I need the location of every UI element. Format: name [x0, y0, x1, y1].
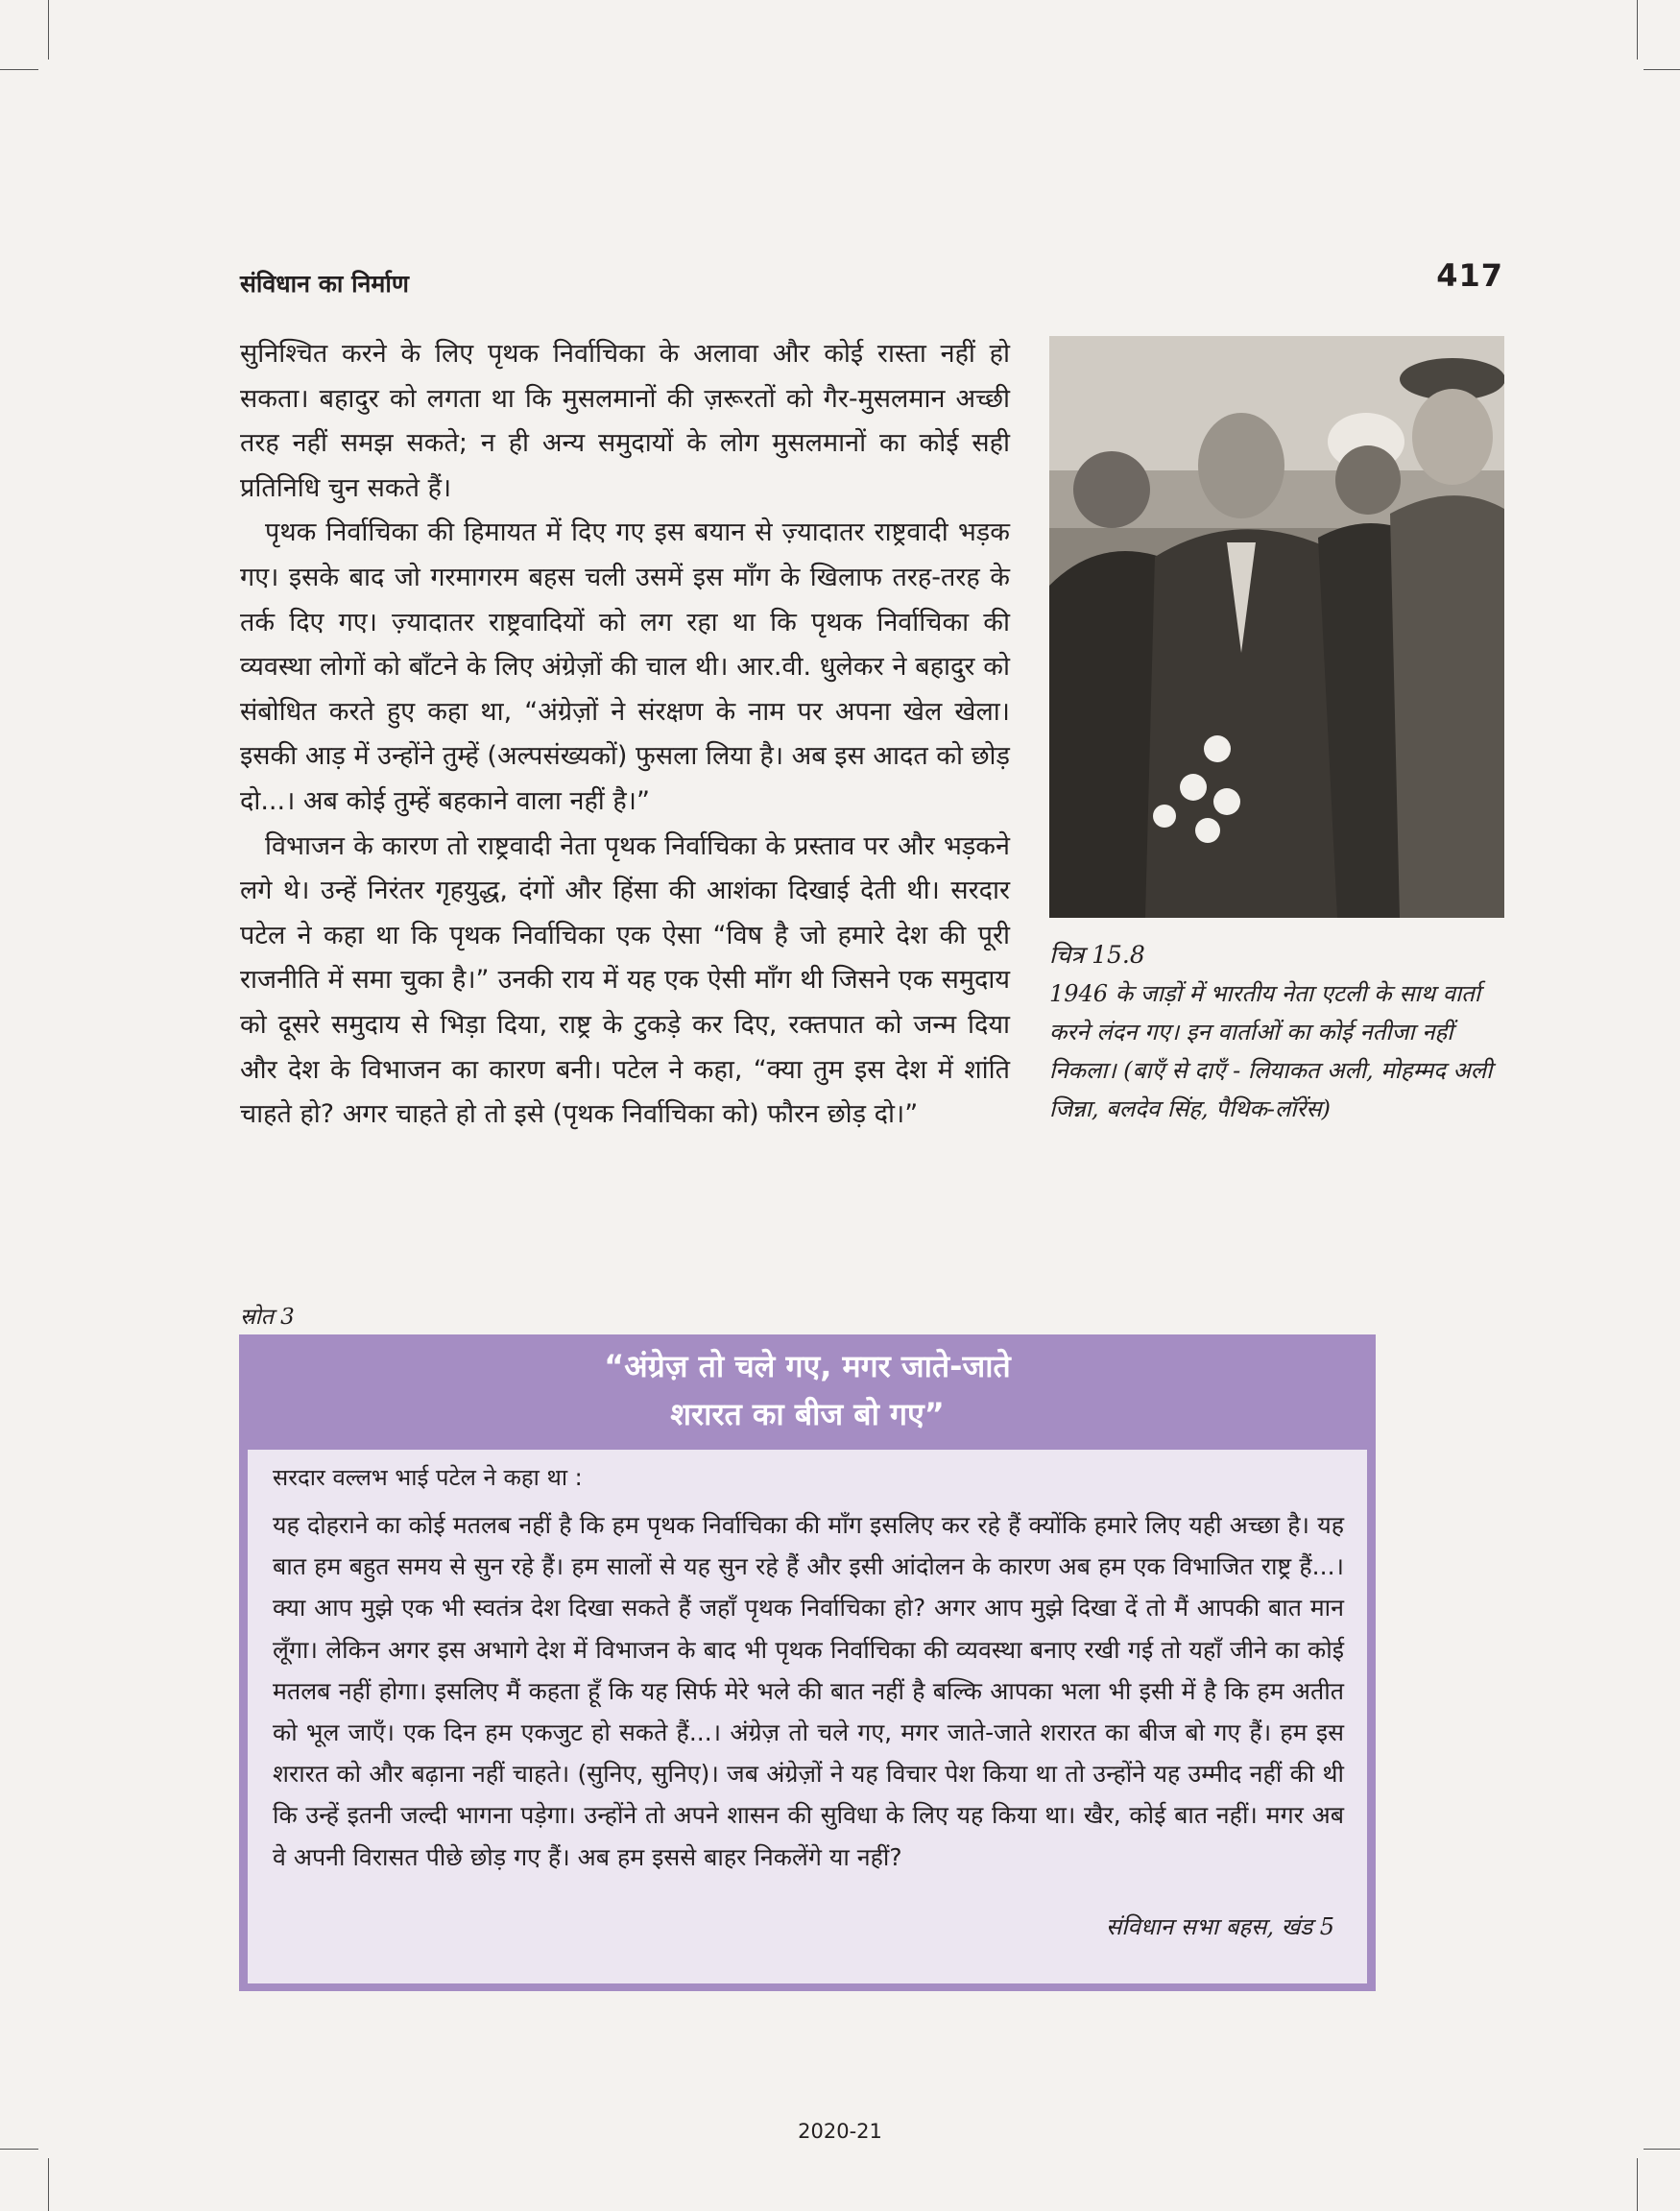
source-intro: सरदार वल्लभ भाई पटेल ने कहा था :	[273, 1464, 583, 1491]
crop-mark	[1637, 0, 1638, 60]
running-header: संविधान का निर्माण	[240, 270, 409, 298]
crop-mark	[48, 0, 49, 60]
historical-photo	[1049, 336, 1504, 918]
crop-mark	[1637, 2158, 1638, 2211]
crop-mark	[48, 2158, 49, 2211]
source-title-line: “अंग्रेज़ तो चले गए, मगर जाते-जाते	[604, 1348, 1011, 1384]
source-body: यह दोहराने का कोई मतलब नहीं है कि हम पृथक निर्वाचिका की माँग इसलिए कर रहे हैं क्योंकि हमारे लिए यही अच्छा है। यह बात हम बहुत समय से सुन रहे हैं। हम सालों से यह सुन रहे हैं और इसी आंदोलन के कारण अब हम एक विभाजित राष्ट्र हैं...। क्या आप मुझे एक भी स्वतंत्र देश दिखा सकते हैं जहाँ पृथक निर्वाचिका हो? अगर आप मुझे दिखा दें तो मैं आपकी बात मान लूँगा। लेकिन अगर इस अभागे देश में विभाजन के बाद भी पृथक निर्वाचिका की व्यवस्था बनाए रखी गई तो यहाँ जीने का कोई मतलब नहीं होगा। इसलिए मैं कहता हूँ कि यह सिर्फ मेरे भले की बात नहीं है बल्कि आपका भला भी इसी में है कि हम अतीत को भूल जाएँ। एक दिन हम एकजुट हो सकते हैं...। अंग्रेज़ तो चले गए, मगर जाते-जाते शरारत का बीज बो गए हैं। हम इस शरारत को और बढ़ाना नहीं चाहते। (सुनिए, सुनिए)। जब अंग्रेज़ों ने यह विचार पेश किया था तो उन्होंने यह उम्मीद नहीं की थी कि उन्हें इतनी जल्दी भागना पड़ेगा। उन्होंने तो अपने शासन की सुविधा के लिए यह किया था। खैर, कोई बात नहीं। मगर अब वे अपनी विरासत पीछे छोड़ गए हैं। अब हम इससे बाहर निकलेंगे या नहीं?	[273, 1511, 1344, 1871]
source-content	[248, 1450, 1367, 1983]
crop-mark	[1644, 2149, 1680, 2150]
figure-caption	[1049, 936, 1508, 1128]
main-text	[240, 332, 1010, 1138]
source-title-line: शरारत का बीज बो गए”	[670, 1396, 945, 1432]
source-label: स्रोत 3	[240, 1305, 295, 1330]
source-citation: संविधान सभा बहस, खंड 5	[1106, 1913, 1334, 1940]
crop-mark	[1644, 69, 1680, 70]
paragraph: पृथक निर्वाचिका की हिमायत में दिए गए इस बयान से ज़्यादातर राष्ट्रवादी भड़क गए। इसके बाद जो गरमागरम बहस चली उसमें इस माँग के खिलाफ तरह-तरह के तर्क दिए गए। ज़्यादातर राष्ट्रवादियों को लग रहा था कि पृथक निर्वाचिका की व्यवस्था लोगों को बाँटने के लिए अंग्रेज़ों की चाल थी। आर.वी. धुलेकर ने बहादुर को संबोधित करते हुए कहा था, “अंग्रेज़ों ने संरक्षण के नाम पर अपना खेल खेला। इसकी आड़ में उन्होंने तुम्हें (अल्पसंख्यकों) फुसला लिया है। अब इस आदत को छोड़ दो...। अब कोई तुम्हें बहकाने वाला नहीं है।”	[240, 517, 1010, 816]
paragraph: सुनिश्चित करने के लिए पृथक निर्वाचिका के अलावा और कोई रास्ता नहीं हो सकता। बहादुर को लगता था कि मुसलमानों की ज़रूरतों को गैर-मुसलमान अच्छी तरह नहीं समझ सकते; न ही अन्य समुदायों के लोग मुसलमानों का कोई सही प्रतिनिधि चुन सकते हैं।	[240, 339, 1010, 503]
crop-mark	[0, 69, 38, 70]
crop-mark	[0, 2149, 38, 2150]
figure-caption-text: 1946 के जाड़ों में भारतीय नेता एटली के साथ वार्ता करने लंदन गए। इन वार्ताओं का कोई नतीजा नहीं निकला। (बाएँ से दाएँ - लियाकत अली, मोहम्मद अली जिन्ना, बलदेव सिंह, पैथिक-लॉरेंस)	[1049, 980, 1493, 1122]
page-number: 417	[1436, 257, 1503, 294]
source-box	[239, 1334, 1376, 1991]
figure-label: चित्र 15.8	[1049, 941, 1145, 969]
footer-year: 2020-21	[798, 2120, 882, 2143]
paragraph: विभाजन के कारण तो राष्ट्रवादी नेता पृथक निर्वाचिका के प्रस्ताव पर और भड़कने लगे थे। उन्हें निरंतर गृहयुद्ध, दंगों और हिंसा की आशंका दिखाई देती थी। सरदार पटेल ने कहा था कि पृथक निर्वाचिका एक ऐसा “विष है जो हमारे देश की पूरी राजनीति में समा चुका है।” उनकी राय में यह एक ऐसी माँग थी जिसने एक समुदाय को दूसरे समुदाय से भिड़ा दिया, राष्ट्र के टुकड़े कर दिए, रक्तपात को जन्म दिया और देश के विभाजन का कारण बनी। पटेल ने कहा, “क्या तुम इस देश में शांति चाहते हो? अगर चाहते हो तो इसे (पृथक निर्वाचिका को) फौरन छोड़ दो।”	[240, 830, 1010, 1130]
source-title	[239, 1342, 1376, 1438]
